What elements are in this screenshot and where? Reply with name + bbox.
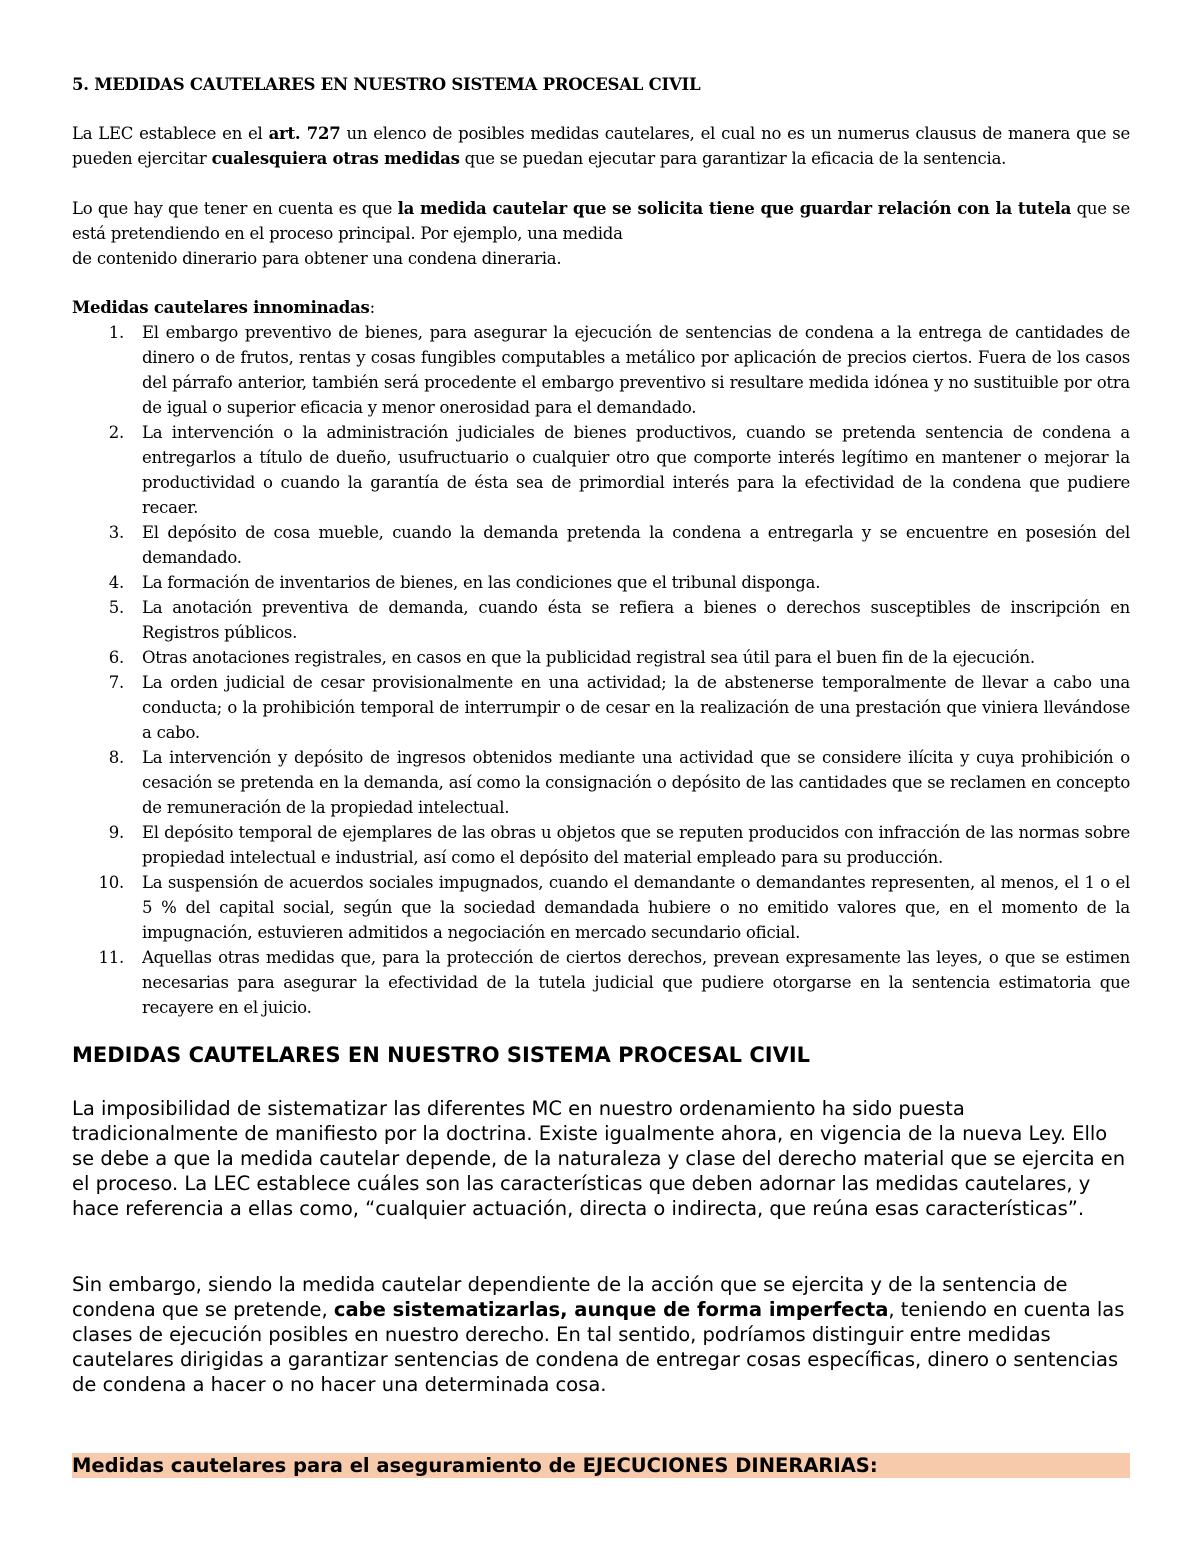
list-number: 8. <box>108 748 124 767</box>
list-text: La intervención y depósito de ingresos obtenidos mediante una actividad que se considere ilícita y cuya prohibición o cesación se pretenda en la demanda, así como la consignación o depósito de las cantidades que se reclamen en concepto de remuneración de la propiedad intelectual. <box>142 748 1130 817</box>
list-item <box>72 320 1130 420</box>
list-number: 7. <box>108 673 124 692</box>
bold-run: cabe sistematizarlas, aunque de forma imperfecta <box>333 1298 889 1321</box>
text-run: que se está pretendiendo en el proceso principal. Por ejemplo, una medida <box>72 199 1131 243</box>
text-run: , teniendo en cuenta las clases de ejecución posibles en nuestro derecho. En tal sentido, podríamos distinguir entre medidas cautelares dirigidas a garantizar sentencias de condena de entregar cosas específicas, dinero o sentencias de condena a hacer o no hacer una determinada cosa. <box>72 1298 1125 1396</box>
highlight-ejecuciones-dinerarias: Medidas cautelares para el aseguramiento de EJECUCIONES DINERARIAS: <box>72 1453 1130 1478</box>
list-text: La intervención o la administración judiciales de bienes productivos, cuando se pretenda sentencia de condena a entregarlos a título de dueño, usufructuario o cualquier otro que comporte interés legítimo en mantener o mejorar la productividad o cuando la garantía de ésta sea de primordial interés para la efectividad de la condena que pudiere recaer. <box>142 423 1130 517</box>
innominadas-label: Medidas cautelares innominadas <box>72 298 370 317</box>
list-item <box>72 745 1130 820</box>
paragraph-art-727 <box>72 121 1130 171</box>
list-number: 3. <box>108 523 124 542</box>
section-title: 5. MEDIDAS CAUTELARES EN NUESTRO SISTEMA PROCESAL CIVIL <box>72 75 701 94</box>
text-run: Sin embargo, siendo la medida cautelar dependiente de la acción que se ejercita y de la sentencia de condena que se pretende, <box>72 1273 1068 1321</box>
list-item <box>72 945 1130 1020</box>
innominadas-heading <box>72 295 1130 320</box>
list-text: La formación de inventarios de bienes, en las condiciones que el tribunal disponga. <box>142 573 821 592</box>
list-text: La anotación preventiva de demanda, cuando ésta se refiera a bienes o derechos susceptibles de inscripción en Registros públicos. <box>142 598 1130 642</box>
list-item <box>72 645 1130 670</box>
paragraph-tutela-body <box>72 196 1130 246</box>
list-number: 2. <box>108 423 124 442</box>
text-run: Lo que hay que tener en cuenta es que <box>72 199 398 218</box>
bold-run: la medida cautelar que se solicita tiene que guardar relación con la tutela <box>397 199 1072 218</box>
list-item <box>72 820 1130 870</box>
list-item <box>72 670 1130 745</box>
list-number: 10. <box>98 873 124 892</box>
paragraph-tutela <box>72 196 1130 271</box>
text-run: La LEC establece en el <box>72 124 269 143</box>
innominadas-colon: : <box>369 298 375 317</box>
list-number: 5. <box>108 598 124 617</box>
paragraph-sistematizar: La imposibilidad de sistematizar las diferentes MC en nuestro ordenamiento ha sido puesta tradicionalmente de manifiesto por la doctrina. Existe igualmente ahora, en vigencia de la nueva Ley. Ello se debe a que la medida cautelar depende, de la naturaleza y clase del derecho material que se ejercita en el proceso. La LEC establece cuáles son las características que deben adornar las medidas cautelares, y hace referencia a ellas como, “cualquier actuación, directa o indirecta, que reúna esas características”. <box>72 1097 1126 1220</box>
highlighted-heading <box>72 1453 1130 1478</box>
text-run: un elenco de posibles medidas cautelares, el cual no es un numerus clausus de manera que se pueden ejercitar <box>72 124 1131 168</box>
list-text: Otras anotaciones registrales, en casos en que la publicidad registral sea útil para el buen fin de la ejecución. <box>142 648 1035 667</box>
section2-title: MEDIDAS CAUTELARES EN NUESTRO SISTEMA PROCESAL CIVIL <box>72 1043 811 1067</box>
list-number: 9. <box>108 823 124 842</box>
list-text: El depósito de cosa mueble, cuando la demanda pretenda la condena a entregarla y se encuentre en posesión del demandado. <box>142 523 1130 567</box>
text-run: que se puedan ejecutar para garantizar la eficacia de la sentencia. <box>459 149 1007 168</box>
list-item <box>72 420 1130 520</box>
list-number: 6. <box>108 648 124 667</box>
list-item <box>72 520 1130 570</box>
list-item <box>72 870 1130 945</box>
list-item <box>72 570 1130 595</box>
list-text: El depósito temporal de ejemplares de las obras u objetos que se reputen producidos con infracción de las normas sobre propiedad intelectual e industrial, así como el depósito del material empleado para su producción. <box>142 823 1130 867</box>
paragraph-tutela-tail: de contenido dinerario para obtener una condena dineraria. <box>72 249 562 268</box>
list-text: El embargo preventivo de bienes, para asegurar la ejecución de sentencias de condena a la entrega de cantidades de dinero o de frutos, rentas y cosas fungibles computables a metálico por aplicación de precios ciertos. Fuera de los casos del párrafo anterior, también será procedente el embargo preventivo si resultare medida idónea y no sustituible por otra de igual o superior eficacia y menor onerosidad para el demandado. <box>142 323 1130 417</box>
paragraph-sin-embargo <box>72 1272 1130 1397</box>
bold-run: art. 727 <box>268 124 341 143</box>
list-item <box>72 595 1130 645</box>
list-number: 1. <box>108 323 124 342</box>
bold-run: cualesquiera otras medidas <box>211 149 460 168</box>
list-number: 4. <box>108 573 124 592</box>
list-text: La suspensión de acuerdos sociales impugnados, cuando el demandante o demandantes representen, al menos, el 1 o el 5 % del capital social, según que la sociedad demandada hubiere o no emitido valores que, en el momento de la impugnación, estuvieren admitidos a negociación en mercado secundario oficial. <box>142 873 1130 942</box>
list-text: Aquellas otras medidas que, para la protección de ciertos derechos, prevean expresamente las leyes, o que se estimen necesarias para asegurar la efectividad de la tutela judicial que pudiere otorgarse en la sentencia estimatoria que recayere en el juicio. <box>142 948 1130 1017</box>
list-number: 11. <box>98 948 124 967</box>
medidas-list <box>72 320 1130 1020</box>
list-text: La orden judicial de cesar provisionalmente en una actividad; la de abstenerse temporalmente de llevar a cabo una conducta; o la prohibición temporal de interrumpir o de cesar en la realización de una prestación que viniera llevándose a cabo. <box>142 673 1130 742</box>
